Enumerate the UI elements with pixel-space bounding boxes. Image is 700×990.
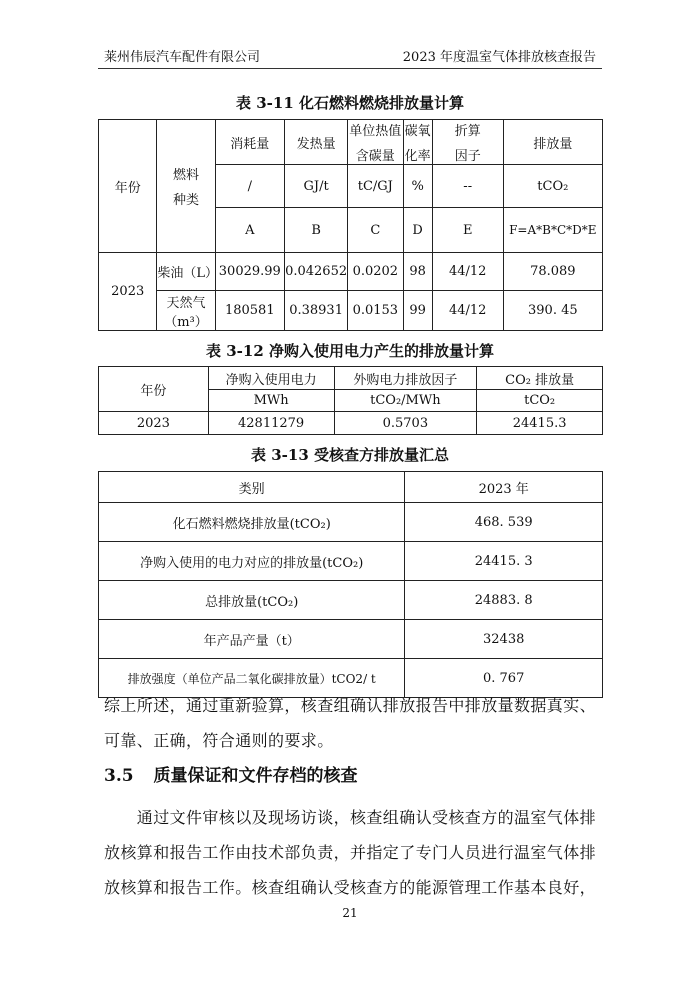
year-header: 年份 xyxy=(99,367,209,412)
value-cell: 0.0153 xyxy=(348,291,403,331)
conv-header-line2: 因子 xyxy=(454,149,481,164)
value-cell: 78.089 xyxy=(503,253,602,291)
consumption-header: 消耗量 xyxy=(215,120,285,165)
value-cell: 0.042652 xyxy=(285,253,348,291)
formula-cell: F=A*B*C*D*E xyxy=(503,208,602,253)
summary-value: 24883. 8 xyxy=(405,581,603,620)
fuel-header-line1: 燃料 xyxy=(172,168,199,183)
co2-emission-header: CO₂ 排放量 xyxy=(477,367,603,390)
unit-cell: tCO₂ xyxy=(503,165,602,208)
power-header: 净购入使用电力 xyxy=(208,367,334,390)
conclusion-paragraph: 综上所述，通过重新验算，核查组确认排放报告中排放量数据真实、可靠、正确，符合通则的要求。 xyxy=(104,696,597,750)
page-number: 21 xyxy=(342,906,358,920)
fuel-unit: （m³） xyxy=(164,314,208,330)
summary-label: 排放强度（单位产品二氧化碳排放量）tCO2/ t xyxy=(99,659,405,698)
header-company: 莱州伟辰汽车配件有限公司 xyxy=(104,50,261,65)
value-cell: 180581 xyxy=(215,291,285,331)
heat-value-header: 发热量 xyxy=(285,120,348,165)
conv-header-line1: 折算 xyxy=(454,124,481,139)
year-header: 年份 xyxy=(99,120,157,253)
formula-cell: A xyxy=(215,208,285,253)
fuel-header-line2: 种类 xyxy=(172,193,199,208)
summary-value: 24415. 3 xyxy=(405,542,603,581)
year-cell: 2023 xyxy=(99,412,209,435)
fossil-fuel-emission-table xyxy=(98,119,603,331)
value-cell: 0.0202 xyxy=(348,253,403,291)
table-row xyxy=(99,253,603,291)
carbon-content-header xyxy=(348,120,403,165)
ox-header-line1: 碳氧 xyxy=(404,124,431,139)
summary-value: 32438 xyxy=(405,620,603,659)
electricity-emission-table xyxy=(98,366,603,435)
emission-header: 排放量 xyxy=(503,120,602,165)
year-header: 2023 年 xyxy=(405,472,603,503)
fuel-type-header xyxy=(157,120,215,253)
value-cell: 30029.99 xyxy=(215,253,285,291)
section-number: 3.5 xyxy=(104,766,134,786)
table-row xyxy=(99,620,603,659)
oxidation-header xyxy=(403,120,432,165)
value-cell: 24415.3 xyxy=(477,412,603,435)
value-cell: 0.38931 xyxy=(285,291,348,331)
unit-cell: / xyxy=(215,165,285,208)
table-row xyxy=(99,503,603,542)
carbon-header-line1: 单位热值 xyxy=(349,124,402,139)
unit-cell: tCO₂/MWh xyxy=(334,390,477,412)
summary-value: 0. 767 xyxy=(405,659,603,698)
table-3-11-caption: 表 3-11 化石燃料燃烧排放量计算 xyxy=(236,94,464,112)
table-row xyxy=(99,291,603,331)
unit-cell: tC/GJ xyxy=(348,165,403,208)
page-header xyxy=(98,44,602,69)
value-cell: 44/12 xyxy=(432,291,503,331)
conversion-header xyxy=(432,120,503,165)
value-cell: 390. 45 xyxy=(503,291,602,331)
table-3-12-caption: 表 3-12 净购入使用电力产生的排放量计算 xyxy=(206,342,494,360)
table-row xyxy=(99,412,603,435)
unit-cell: -- xyxy=(432,165,503,208)
category-header: 类别 xyxy=(99,472,405,503)
formula-cell: C xyxy=(348,208,403,253)
fuel-name: 天然气 xyxy=(166,295,206,311)
unit-cell: tCO₂ xyxy=(477,390,603,412)
unit-cell: GJ/t xyxy=(285,165,348,208)
value-cell: 42811279 xyxy=(208,412,334,435)
table-3-13-caption: 表 3-13 受核查方排放量汇总 xyxy=(251,446,449,464)
section-title: 质量保证和文件存档的核查 xyxy=(153,766,358,786)
emission-summary-table xyxy=(98,471,603,698)
year-cell: 2023 xyxy=(99,253,157,331)
body-paragraph: 通过文件审核以及现场访谈，核查组确认受核查方的温室气体排放核算和报告工作由技术部负责，并指定了专门人员进行温室气体排放核算和报告工作。核查组确认受核查方的能源管理工作基本良好， xyxy=(104,808,597,897)
fuel-cell: 柴油（L） xyxy=(157,253,215,291)
summary-label: 净购入使用的电力对应的排放量(tCO₂) xyxy=(99,542,405,581)
formula-cell: D xyxy=(403,208,432,253)
table-row xyxy=(99,542,603,581)
value-cell: 99 xyxy=(403,291,432,331)
summary-value: 468. 539 xyxy=(405,503,603,542)
unit-cell: MWh xyxy=(208,390,334,412)
summary-label: 总排放量(tCO₂) xyxy=(99,581,405,620)
value-cell: 98 xyxy=(403,253,432,291)
header-report-title: 2023 年度温室气体排放核查报告 xyxy=(402,50,596,65)
factor-header: 外购电力排放因子 xyxy=(334,367,477,390)
section-heading xyxy=(104,761,358,786)
formula-cell: E xyxy=(432,208,503,253)
summary-label: 年产品产量（t） xyxy=(99,620,405,659)
formula-cell: B xyxy=(285,208,348,253)
table-row xyxy=(99,581,603,620)
unit-cell: % xyxy=(403,165,432,208)
value-cell: 44/12 xyxy=(432,253,503,291)
fuel-cell xyxy=(157,291,215,331)
ox-header-line2: 化率 xyxy=(404,149,431,164)
value-cell: 0.5703 xyxy=(334,412,477,435)
carbon-header-line2: 含碳量 xyxy=(355,149,395,164)
summary-label: 化石燃料燃烧排放量(tCO₂) xyxy=(99,503,405,542)
